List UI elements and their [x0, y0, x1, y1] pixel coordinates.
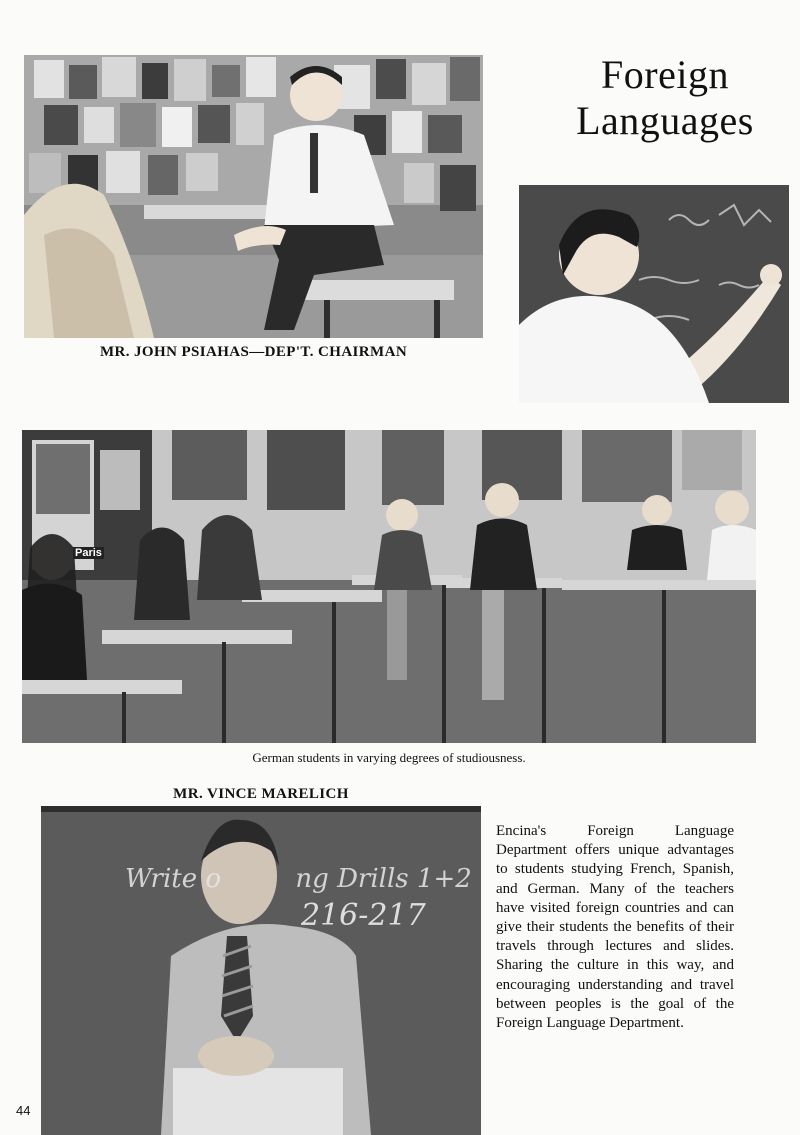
caption-marelich: MR. VINCE MARELICH	[173, 786, 349, 802]
title-line-1: Foreign	[601, 52, 729, 97]
photo-chairman	[24, 55, 483, 338]
article-body: Encina's Foreign Language Department offers unique advantages to students studying French, Spanish, and German. Many of the teachers have visited foreign countries and can give their students the benefits of their travels through lectures and slides. Sharing the culture in this way, and encouraging understanding and travel between peoples is the goal of the Foreign Language Department.	[496, 823, 734, 1032]
title-line-2: Languages	[576, 98, 754, 143]
photo-marelich	[41, 806, 481, 1135]
photo-chalkboard-teacher	[519, 185, 789, 403]
paris-poster-label: Paris	[75, 547, 102, 559]
page-title	[540, 52, 790, 144]
caption-chairman: MR. JOHN PSIAHAS—DEP'T. CHAIRMAN	[99, 344, 408, 360]
page-number: 44	[16, 1103, 31, 1118]
caption-classroom: German students in varying degrees of studiousness.	[252, 750, 526, 765]
chalkboard-line-2: 216-217	[301, 898, 426, 933]
chalkboard-line-1: Write o ng Drills 1+2	[125, 864, 472, 894]
photo-classroom	[22, 430, 756, 743]
